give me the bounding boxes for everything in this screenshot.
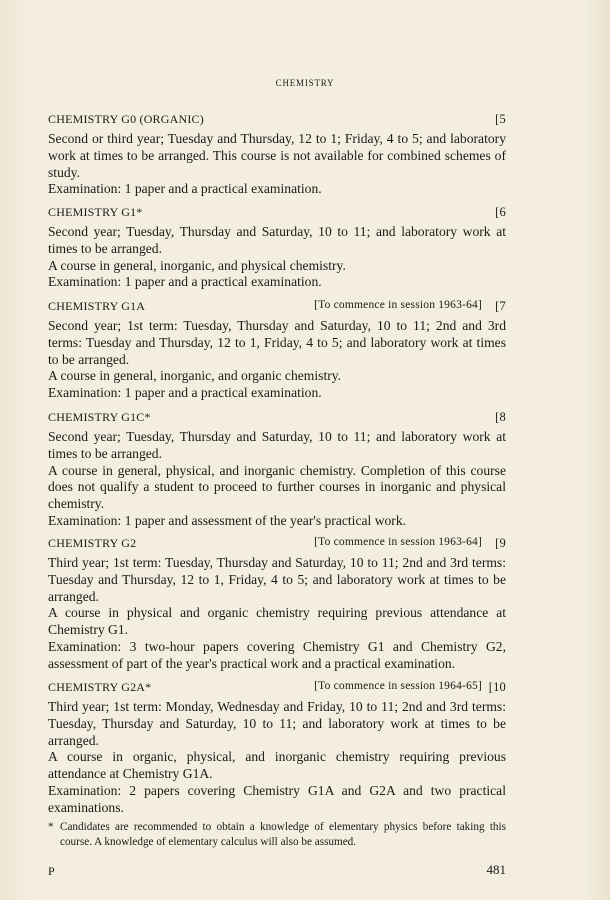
course-line: Second year; 1st term: Tuesday, Thursday and Saturday, 10 to 11; 2nd and 3rd terms: Tuesday and Thursday, 12 to 1, Friday, 4 to 5; and laboratory work at times to be arranged. [48,318,506,367]
course-entry [48,536,506,673]
course-body [48,131,506,198]
course-number: [7 [495,299,506,313]
course-title: CHEMISTRY G1C* [48,410,151,424]
signature-mark: P [48,864,55,878]
course-heading [48,410,506,428]
course-number: [5 [495,112,506,126]
course-body [48,429,506,530]
course-title: CHEMISTRY G1A [48,299,146,313]
course-line: Examination: 1 paper and a practical examination. [48,385,322,401]
course-line: Examination: 2 papers covering Chemistry G1A and G2A and two practical examinations. [48,782,506,815]
course-number: [9 [495,536,506,550]
course-number: [6 [495,205,506,219]
course-entry [48,410,506,530]
course-body [48,224,506,291]
course-heading [48,299,506,317]
course-note: [To commence in session 1963-64] [314,299,482,311]
course-line: A course in physical and organic chemistry requiring previous attendance at Chemistry G1. [48,605,506,638]
course-title: CHEMISTRY G2 [48,536,137,550]
course-line: Examination: 1 paper and a practical examination. [48,181,322,197]
course-line: A course in organic, physical, and inorganic chemistry requiring previous attendance at Chemistry G1A. [48,749,506,782]
course-heading [48,680,506,698]
course-line: Examination: 3 two-hour papers covering Chemistry G1 and Chemistry G2, assessment of part of the year's practical work and a practical examination. [48,638,506,671]
course-line: Second or third year; Tuesday and Thursday, 12 to 1; Friday, 4 to 5; and laboratory work at times to be arranged. This course is not available for combined schemes of study. [48,131,506,180]
course-line: Second year; Tuesday, Thursday and Saturday, 10 to 11; and laboratory work at times to be arranged. [48,429,506,461]
footnote-marker: * [48,821,54,833]
footnote-text: Candidates are recommended to obtain a knowledge of elementary physics before taking this course. A knowledge of elementary calculus will also be assumed. [60,821,506,848]
course-entry [48,680,506,817]
course-heading [48,205,506,223]
course-note: [To commence in session 1963-64] [314,536,482,548]
course-heading [48,536,506,554]
footnote [48,820,506,849]
course-line: Third year; 1st term: Tuesday, Thursday and Saturday, 10 to 11; 2nd and 3rd terms: Tuesday and Thursday, 12 to 1, Friday, 4 to 5; and laboratory work at times to be arranged. [48,555,506,604]
course-line: Examination: 1 paper and assessment of the year's practical work. [48,512,407,528]
course-entry [48,205,506,291]
course-title: CHEMISTRY G2A* [48,680,152,694]
course-note: [To commence in session 1964-65] [314,680,482,692]
course-title: CHEMISTRY G0 (ORGANIC) [48,112,204,126]
course-title: CHEMISTRY G1* [48,205,143,219]
course-heading [48,112,506,130]
course-body [48,318,506,402]
course-body [48,699,506,817]
course-number: [10 [488,680,506,694]
course-line: Second year; Tuesday, Thursday and Saturday, 10 to 11; and laboratory work at times to be arranged. [48,224,506,256]
course-number: [8 [495,410,506,424]
course-line: A course in general, inorganic, and organic chemistry. [48,368,342,384]
course-line: A course in general, inorganic, and physical chemistry. [48,257,346,273]
course-body [48,555,506,673]
running-head: CHEMISTRY [275,78,335,88]
course-line: Examination: 1 paper and a practical examination. [48,274,322,290]
course-line: A course in general, physical, and inorganic chemistry. Completion of this course does not qualify a student to proceed to further courses in inorganic and physical chemistry. [48,462,506,512]
course-line: Third year; 1st term: Monday, Wednesday and Friday, 10 to 11; 2nd and 3rd terms: Tuesday, Thursday and Saturday, 10 to 11; and laboratory work at times to be arranged. [48,699,506,748]
course-entry [48,299,506,402]
course-entry [48,112,506,198]
page-number: 481 [486,862,506,877]
